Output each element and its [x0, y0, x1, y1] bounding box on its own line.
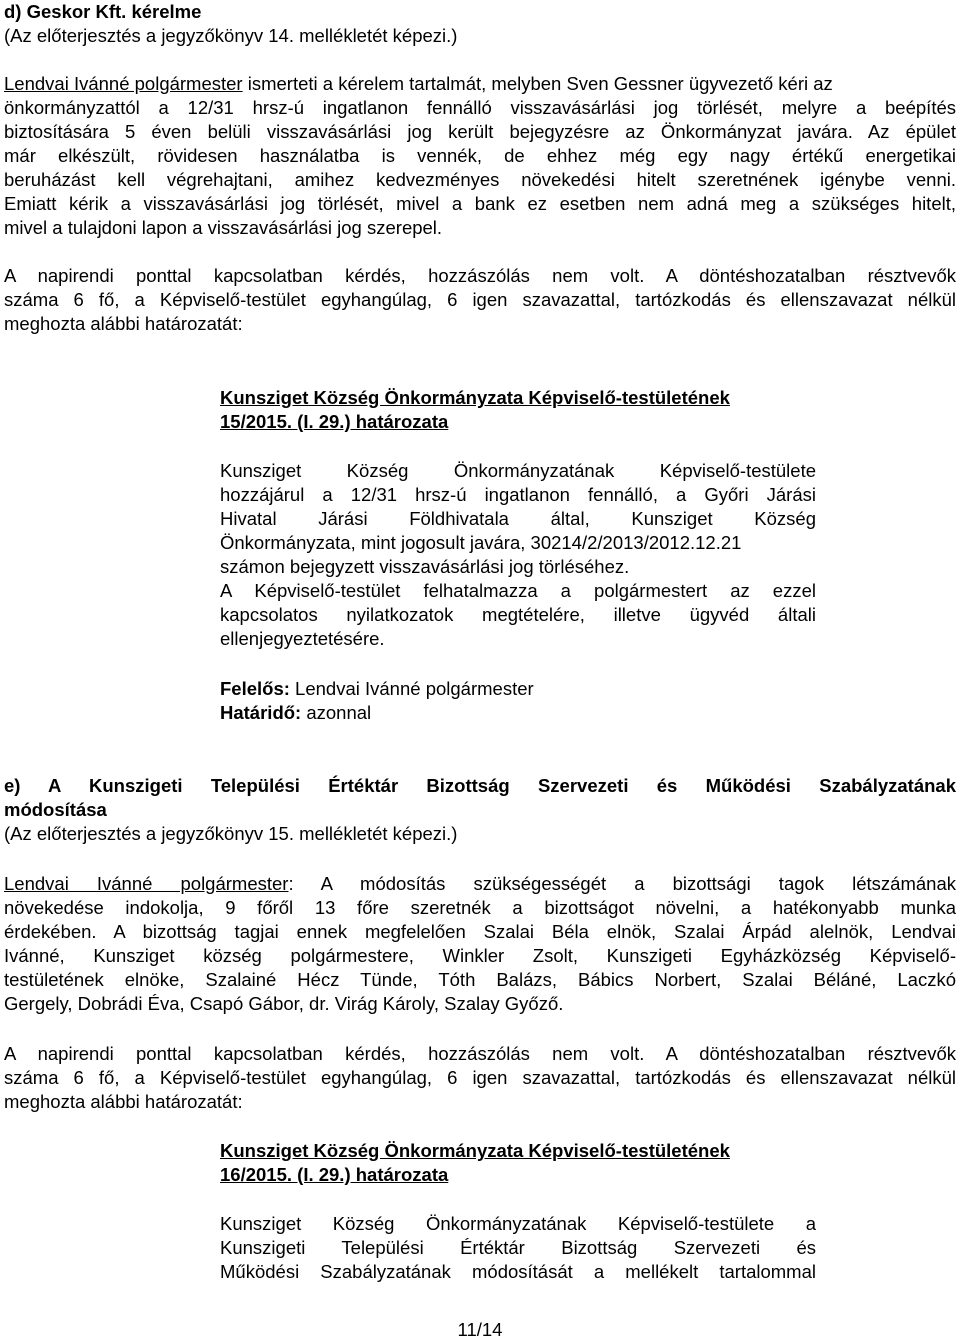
section-e-paragraph-2-line-2: száma 6 fő, a Képviselő-testület egyhangúlag, 6 igen szavazattal, tartózkodás és ellenszavazat nélkül: [4, 1067, 956, 1088]
resolution-16-line-1: Kunsziget Község Önkormányzatának Képviselő-testülete a: [220, 1213, 816, 1234]
section-e-paragraph-1-line-5: testületének elnöke, Szalainé Hécz Tünde, Tóth Balázs, Bábics Norbert, Szalai Béláné, Laczkó: [4, 969, 956, 990]
section-d-paragraph-2-line-1: A napirendi ponttal kapcsolatban kérdés, hozzászólás nem volt. A döntéshozatalban résztvevők: [4, 265, 956, 286]
section-d-paragraph-1-line-5: beruházást kell végrehajtani, amihez kedvezményes növekedési hitelt szeretnének igénybe venni.: [4, 169, 956, 190]
resolution-15-line-5: számon bejegyzett visszavásárlási jog törléséhez.: [220, 556, 630, 577]
section-e-paragraph-1-line-6: Gergely, Dobrádi Éva, Csapó Gábor, dr. Virág Károly, Szalay Győző.: [4, 993, 564, 1014]
section-e-paragraph-2-line-1: A napirendi ponttal kapcsolatban kérdés, hozzászólás nem volt. A döntéshozatalban résztvevők: [4, 1043, 956, 1064]
section-e-paragraph-1-line-4: Ivánné, Kunsziget község polgármestere, Winkler Zsolt, Kunszigeti Egyházközség Képviselő-: [4, 945, 956, 966]
page-number: 11/14: [457, 1319, 503, 1340]
section-e-heading-line-2: módosítása: [4, 799, 107, 820]
resolution-15-line-8: ellenjegyeztetésére.: [220, 628, 385, 649]
resolution-15-line-6: A Képviselő-testület felhatalmazza a polgármestert az ezzel: [220, 580, 816, 601]
resolution-16-line-3: Működési Szabályzatának módosítását a mellékelt tartalommal: [220, 1261, 816, 1282]
resolution-15-number: 15/2015. (I. 29.) határozata: [220, 411, 449, 432]
section-d-heading: d) Geskor Kft. kérelme: [4, 1, 202, 22]
section-e-paragraph-2-line-3: meghozta alábbi határozatát:: [4, 1091, 243, 1112]
section-d-paragraph-1-line-6: Emiatt kérik a visszavásárlási jog törlését, mivel a bank ez esetben nem adná meg a szükséges hitelt,: [4, 193, 956, 214]
section-e-paragraph-1-line-3: érdekében. A bizottság tagjai ennek megfelelően Szalai Béla elnök, Szalai Árpád alelnök, Lendvai: [4, 921, 956, 942]
resolution-15-line-3: Hivatal Járási Földhivatala által, Kunsziget Község: [220, 508, 816, 529]
deadline-line: [220, 701, 371, 725]
section-d-paragraph-1-line-1: Lendvai Ivánné polgármester ismerteti a kérelem tartalmát, melyben Sven Gessner ügyvezető kéri az: [4, 73, 833, 94]
section-d-paragraph-1-line-4: már elkészült, rövidesen használatba is vennék, de ehhez még egy nagy értékű energetikai: [4, 145, 956, 166]
resolution-15-line-1: Kunsziget Község Önkormányzatának Képviselő-testülete: [220, 460, 816, 481]
section-d-paragraph-1-line-2: önkormányzattól a 12/31 hrsz-ú ingatlanon fennálló visszavásárlási jog törlését, melyre a beépítés: [4, 97, 956, 118]
deadline-value: azonnal: [301, 702, 372, 723]
section-d-paragraph-2-line-2: száma 6 fő, a Képviselő-testület egyhangúlag, 6 igen szavazattal, tartózkodás és ellenszavazat nélkül: [4, 289, 956, 310]
section-d-paragraph-2-line-3: meghozta alábbi határozatát:: [4, 313, 243, 334]
section-d-paragraph-1-line-3: biztosítására 5 éven belüli visszavásárlási jog került bejegyzésre az Önkormányzat javára. Az épület: [4, 121, 956, 142]
speaker-name: Lendvai Ivánné polgármester: [4, 873, 289, 894]
speaker-name: Lendvai Ivánné polgármester: [4, 73, 243, 94]
resolution-15-line-4: Önkormányzata, mint jogosult javára, 30214/2/2013/2012.12.21: [220, 532, 742, 553]
resolution-15-title: Kunsziget Község Önkormányzata Képviselő-testületének: [220, 387, 730, 408]
resolution-15-line-2: hozzájárul a 12/31 hrsz-ú ingatlanon fennálló, a Győri Járási: [220, 484, 816, 505]
responsible-value: Lendvai Ivánné polgármester: [289, 678, 534, 699]
section-e-paragraph-1-line-1: Lendvai Ivánné polgármester: A módosítás szükségességét a bizottsági tagok létszámának: [4, 873, 956, 894]
section-e-heading-line-1: e) A Kunszigeti Települési Értéktár Bizottság Szervezeti és Működési Szabályzatának: [4, 775, 956, 796]
resolution-16-line-2: Kunszigeti Települési Értéktár Bizottság Szervezeti és: [220, 1237, 816, 1258]
section-e-paragraph-1-line-2: növekedése indokolja, 9 főről 13 főre szeretnék a bizottságot növelni, a hatékonyabb munka: [4, 897, 956, 918]
resolution-15-line-7: kapcsolatos nyilatkozatok megtételére, illetve ügyvéd általi: [220, 604, 816, 625]
deadline-label: Határidő:: [220, 702, 302, 723]
section-e-reference: (Az előterjesztés a jegyzőkönyv 15. mellékletét képezi.): [4, 823, 458, 844]
responsible-label: Felelős:: [220, 678, 290, 699]
resolution-16-title: Kunsziget Község Önkormányzata Képviselő-testületének: [220, 1140, 730, 1161]
section-d-paragraph-1-line-7: mivel a tulajdoni lapon a visszavásárlási jog szerepel.: [4, 217, 443, 238]
section-d-reference: (Az előterjesztés a jegyzőkönyv 14. mellékletét képezi.): [4, 25, 458, 46]
resolution-16-number: 16/2015. (I. 29.) határozata: [220, 1164, 449, 1185]
responsible-line: [220, 677, 534, 701]
